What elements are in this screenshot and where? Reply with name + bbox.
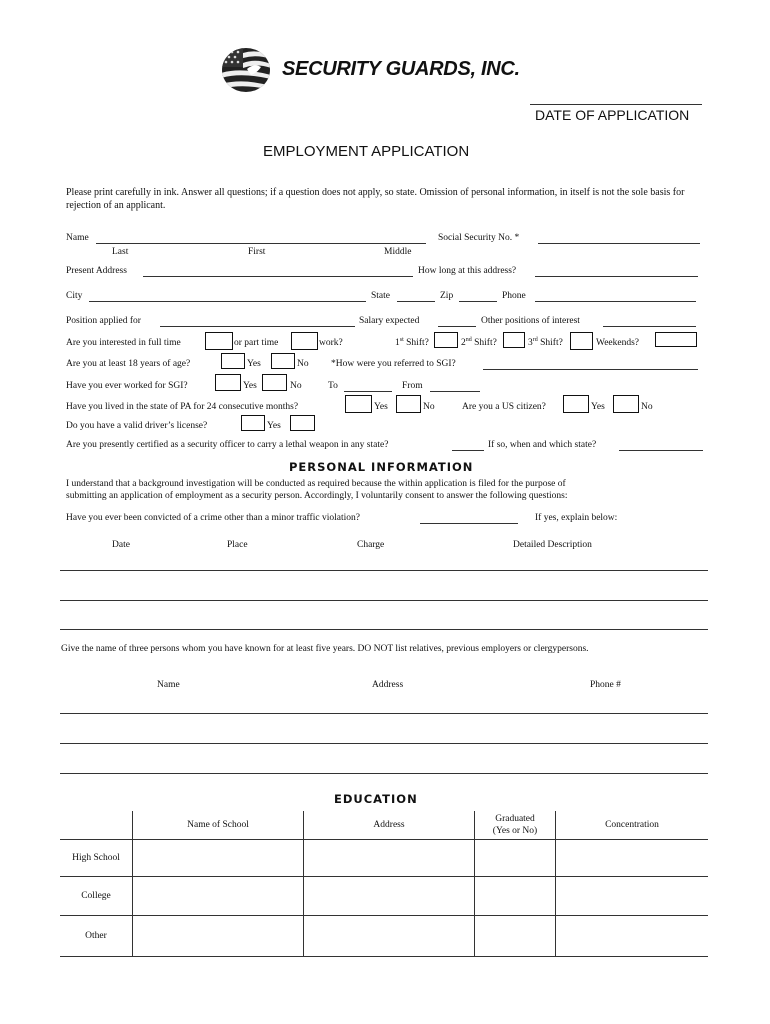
citizen-no-label: No — [641, 402, 653, 412]
position-label: Position applied for — [66, 316, 141, 326]
shift3-checkbox[interactable] — [570, 332, 593, 350]
other-positions-field[interactable] — [603, 326, 696, 327]
pa-yes-checkbox[interactable] — [345, 395, 372, 413]
age-yes-label: Yes — [247, 359, 261, 369]
education-corner-cell — [60, 811, 133, 839]
zip-field[interactable] — [459, 301, 497, 302]
education-cell[interactable] — [133, 839, 304, 876]
citizen-question: Are you a US citizen? — [462, 402, 546, 412]
convicted-question: Have you ever been convicted of a crime other than a minor traffic violation? — [66, 513, 360, 523]
education-row-label: College — [60, 876, 133, 915]
education-cell[interactable] — [133, 876, 304, 915]
referred-label: *How were you referred to SGI? — [331, 359, 456, 369]
ssn-label: Social Security No. * — [438, 233, 520, 243]
worked-no-label: No — [290, 381, 302, 391]
shift1-checkbox[interactable] — [434, 332, 458, 348]
crime-entry-line[interactable] — [60, 570, 708, 571]
name-field[interactable] — [96, 243, 426, 244]
license-yes-label: Yes — [267, 421, 281, 431]
crime-col-charge: Charge — [357, 540, 385, 550]
citizen-yes-label: Yes — [591, 402, 605, 412]
age-no-label: No — [297, 359, 309, 369]
education-row-label: High School — [60, 839, 133, 876]
crime-col-date: Date — [112, 540, 130, 550]
name-middle-caption: Middle — [384, 247, 412, 257]
education-cell[interactable] — [133, 915, 304, 956]
ssn-field[interactable] — [538, 243, 700, 244]
education-cell[interactable] — [556, 839, 709, 876]
company-name: SECURITY GUARDS, INC. — [282, 58, 520, 80]
crime-col-description: Detailed Description — [513, 540, 592, 550]
state-field[interactable] — [397, 301, 435, 302]
work-label: work? — [319, 338, 343, 348]
reference-entry-line[interactable] — [60, 713, 708, 714]
education-cell[interactable] — [304, 876, 475, 915]
certified-question: Are you presently certified as a security officer to carry a lethal weapon in any state? — [66, 440, 389, 450]
address-field[interactable] — [143, 276, 413, 277]
city-field[interactable] — [89, 301, 366, 302]
if-so-field[interactable] — [619, 450, 703, 451]
pa-yes-label: Yes — [374, 402, 388, 412]
education-table — [60, 811, 708, 957]
reference-col-phone: Phone # — [590, 680, 621, 690]
parttime-label: or part time — [234, 338, 279, 348]
education-cell[interactable] — [475, 915, 556, 956]
address-label: Present Address — [66, 266, 127, 276]
education-cell[interactable] — [475, 876, 556, 915]
fulltime-checkbox[interactable] — [205, 332, 233, 350]
phone-field[interactable] — [535, 301, 696, 302]
crime-col-place: Place — [227, 540, 248, 550]
worked-to-label: To — [328, 381, 338, 391]
salary-label: Salary expected — [359, 316, 420, 326]
lived-pa-question: Have you lived in the state of PA for 24 consecutive months? — [66, 402, 299, 412]
phone-label: Phone — [502, 291, 526, 301]
education-cell[interactable] — [304, 915, 475, 956]
certified-field[interactable] — [452, 450, 484, 451]
age-no-checkbox[interactable] — [271, 353, 295, 369]
fulltime-question: Are you interested in full time — [66, 338, 181, 348]
reference-col-name: Name — [157, 680, 180, 690]
crime-entry-line[interactable] — [60, 600, 708, 601]
reference-col-address: Address — [372, 680, 404, 690]
date-of-application-line[interactable] — [530, 104, 702, 105]
worked-yes-checkbox[interactable] — [215, 374, 241, 391]
education-cell[interactable] — [304, 839, 475, 876]
weekends-label: Weekends? — [596, 338, 640, 348]
shift2-label: 2nd Shift? — [461, 336, 497, 348]
education-heading: EDUCATION — [334, 792, 418, 806]
education-col-address: Address — [304, 811, 475, 839]
shift2-checkbox[interactable] — [503, 332, 525, 348]
state-label: State — [371, 291, 390, 301]
convicted-field[interactable] — [420, 523, 518, 524]
age-question: Are you at least 18 years of age? — [66, 359, 191, 369]
citizen-no-checkbox[interactable] — [613, 395, 639, 413]
parttime-checkbox[interactable] — [291, 332, 318, 350]
education-row-other — [60, 915, 708, 956]
license-no-checkbox[interactable] — [290, 415, 315, 431]
date-of-application-label: DATE OF APPLICATION — [535, 107, 690, 123]
personal-info-heading: PERSONAL INFORMATION — [289, 460, 474, 474]
education-col-graduated — [475, 811, 556, 839]
zip-label: Zip — [440, 291, 454, 301]
position-field[interactable] — [160, 326, 355, 327]
graduated-sublabel: (Yes or No) — [492, 825, 538, 836]
worked-no-checkbox[interactable] — [262, 374, 287, 391]
graduated-label: Graduated — [495, 813, 535, 824]
pa-no-label: No — [423, 402, 435, 412]
education-header-row — [60, 811, 708, 839]
reference-entry-line[interactable] — [60, 773, 708, 774]
age-yes-checkbox[interactable] — [221, 353, 245, 369]
name-last-caption: Last — [112, 247, 129, 257]
education-row-college — [60, 876, 708, 915]
crime-entry-line[interactable] — [60, 629, 708, 630]
education-cell[interactable] — [556, 915, 709, 956]
other-positions-label: Other positions of interest — [481, 316, 580, 326]
education-col-concentration: Concentration — [556, 811, 709, 839]
city-label: City — [66, 291, 83, 301]
worked-to-field[interactable] — [344, 391, 392, 392]
consent-line-1: I understand that a background investigation will be conducted as required because the within application is filed for the purpose of — [66, 479, 566, 489]
citizen-yes-checkbox[interactable] — [563, 395, 589, 413]
weekends-checkbox[interactable] — [655, 332, 697, 347]
worked-from-field[interactable] — [430, 391, 480, 392]
education-row-label: Other — [60, 915, 133, 956]
referred-field[interactable] — [483, 369, 698, 370]
education-row-highschool — [60, 839, 708, 876]
explain-label: If yes, explain below: — [535, 513, 618, 523]
name-label: Name — [66, 233, 89, 243]
worked-from-label: From — [402, 381, 423, 391]
license-question: Do you have a valid driver’s license? — [66, 421, 208, 431]
pa-no-checkbox[interactable] — [396, 395, 421, 413]
form-title: EMPLOYMENT APPLICATION — [263, 143, 470, 160]
shift3-label: 3rd Shift? — [528, 336, 563, 348]
how-long-label: How long at this address? — [418, 266, 517, 276]
how-long-field[interactable] — [535, 276, 698, 277]
references-instructions: Give the name of three persons whom you have known for at least five years. DO NOT list relatives, previous employers or clergypersons. — [61, 644, 589, 654]
shift1-label: 1st Shift? — [395, 336, 429, 348]
education-cell[interactable] — [556, 876, 709, 915]
license-yes-checkbox[interactable] — [241, 415, 265, 431]
worked-yes-label: Yes — [243, 381, 257, 391]
reference-entry-line[interactable] — [60, 743, 708, 744]
if-so-label: If so, when and which state? — [488, 440, 597, 450]
form-instructions: Please print carefully in ink. Answer all questions; if a question does not apply, so state. Omission of personal information, in itself is not the sole basis for rejection of an applicant. — [66, 187, 685, 211]
consent-line-2: submitting an application of employment as a security person. Accordingly, I voluntarily consent to answer the following questions: — [66, 491, 568, 501]
flag-globe-logo-icon — [221, 47, 271, 93]
education-cell[interactable] — [475, 839, 556, 876]
education-col-school: Name of School — [133, 811, 304, 839]
company-logo — [221, 47, 271, 93]
name-first-caption: First — [248, 247, 266, 257]
salary-field[interactable] — [438, 326, 476, 327]
worked-sgi-question: Have you ever worked for SGI? — [66, 381, 188, 391]
